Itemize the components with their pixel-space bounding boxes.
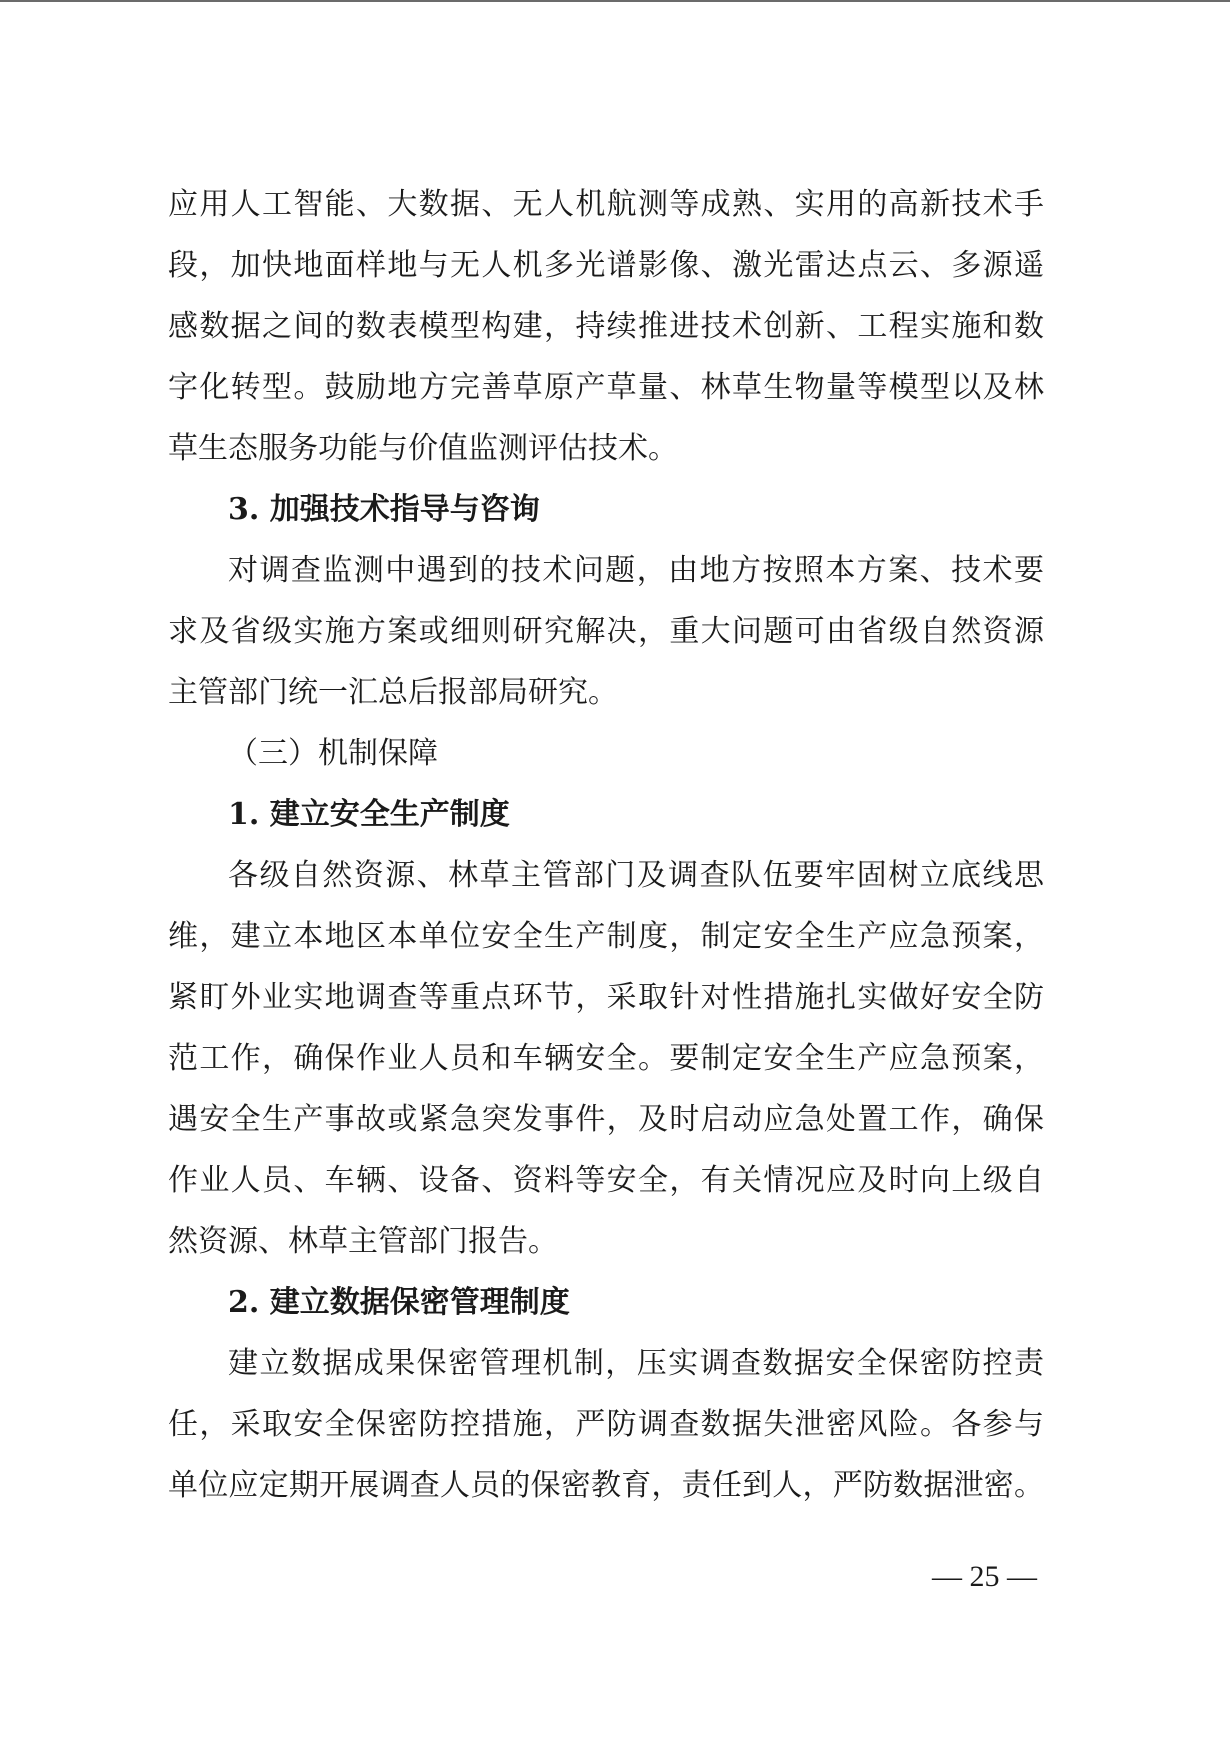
body-text-line: 求及省级实施方案或细则研究解决，重大问题可由省级自然资源 (168, 614, 1044, 649)
body-text-line: 各级自然资源、林草主管部门及调查队伍要牢固树立底线思 (228, 858, 1044, 893)
body-text-line: 主管部门统一汇总后报部局研究。 (168, 675, 618, 710)
body-text-line: 感数据之间的数表模型构建，持续推进技术创新、工程实施和数 (168, 309, 1044, 344)
body-text-line: 单位应定期开展调查人员的保密教育，责任到人，严防数据泄密。 (168, 1468, 1044, 1503)
body-text-line: 应用人工智能、大数据、无人机航测等成熟、实用的高新技术手 (168, 187, 1044, 222)
page-top-border (0, 0, 1230, 2)
body-text-line: 遇安全生产事故或紧急突发事件，及时启动应急处置工作，确保 (168, 1102, 1044, 1137)
body-text-line: 紧盯外业实地调查等重点环节，采取针对性措施扎实做好安全防 (168, 980, 1044, 1015)
body-text-line: 段，加快地面样地与无人机多光谱影像、激光雷达点云、多源遥 (168, 248, 1044, 283)
body-text-line: 范工作，确保作业人员和车辆安全。要制定安全生产应急预案， (168, 1041, 1044, 1076)
body-text-line: 然资源、林草主管部门报告。 (168, 1224, 558, 1259)
section-heading: （三）机制保障 (228, 736, 438, 771)
body-text-line: 对调查监测中遇到的技术问题，由地方按照本方案、技术要 (228, 553, 1044, 588)
page-number: — 25 — (932, 1560, 1037, 1593)
body-text-line: 任，采取安全保密防控措施，严防调查数据失泄密风险。各参与 (168, 1407, 1044, 1442)
body-text-line: 维，建立本地区本单位安全生产制度，制定安全生产应急预案， (168, 919, 1044, 954)
subsection-heading: 1. 建立安全生产制度 (228, 797, 510, 832)
body-text-line: 草生态服务功能与价值监测评估技术。 (168, 431, 678, 466)
subsection-heading: 2. 建立数据保密管理制度 (228, 1285, 570, 1320)
body-text-line: 建立数据成果保密管理机制，压实调查数据安全保密防控责 (228, 1346, 1044, 1381)
body-text-line: 字化转型。鼓励地方完善草原产草量、林草生物量等模型以及林 (168, 370, 1044, 405)
subsection-heading: 3. 加强技术指导与咨询 (228, 492, 540, 527)
body-text-line: 作业人员、车辆、设备、资料等安全，有关情况应及时向上级自 (168, 1163, 1044, 1198)
